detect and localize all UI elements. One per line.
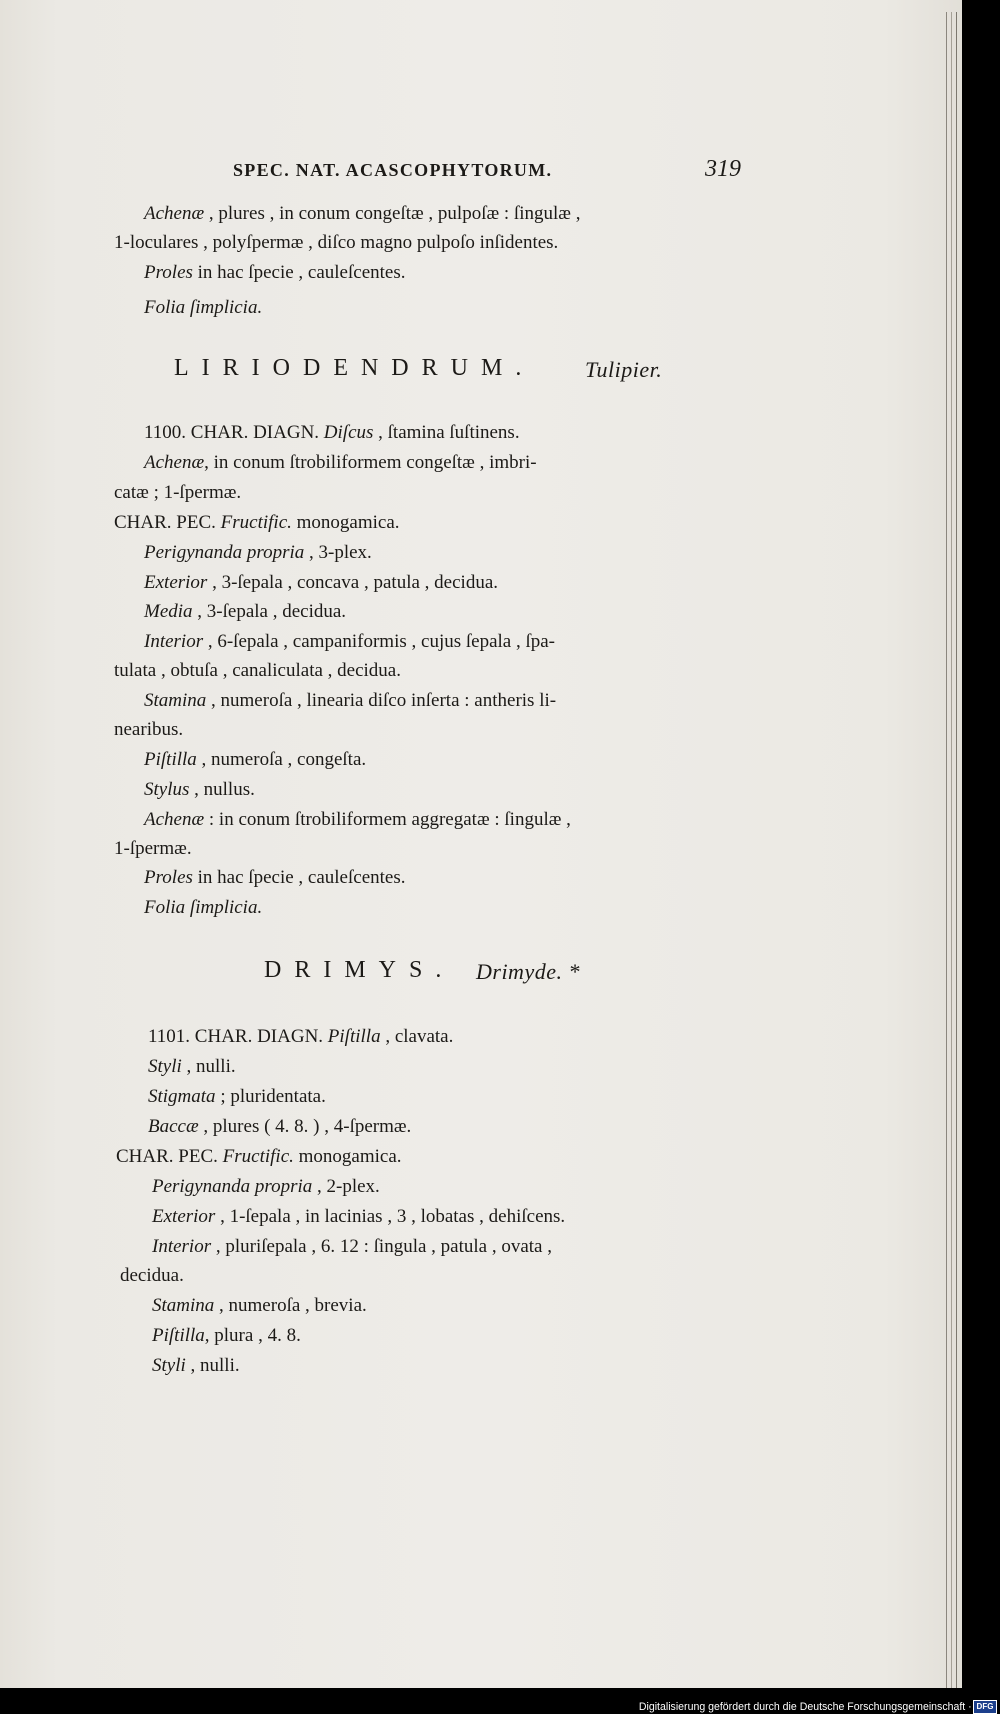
text-line: decidua.: [120, 1265, 184, 1286]
text-line: Piſtilla, plura , 4. 8.: [152, 1325, 301, 1346]
digitization-credit: Digitalisierung gefördert durch die Deutsche Forschungsgemeinschaft ·: [639, 1701, 972, 1713]
text-line: 1101. CHAR. DIAGN. Piſtilla , clavata.: [148, 1026, 454, 1047]
text-line: catæ ; 1-ſpermæ.: [114, 482, 242, 503]
text-line: Stigmata ; pluridentata.: [148, 1086, 326, 1107]
text-line: 1100. CHAR. DIAGN. Diſcus , ſtamina ſuſtinens.: [144, 422, 520, 443]
text-line: Exterior , 1-ſepala , in lacinias , 3 , lobatas , dehiſcens.: [152, 1206, 566, 1227]
text-line: Achenæ, in conum ſtrobiliformem congeſtæ , imbri-: [144, 452, 537, 473]
genus-french-name: Tulipier.: [585, 357, 663, 382]
text-line: Exterior , 3-ſepala , concava , patula , decidua.: [144, 572, 498, 593]
text-line: 1-loculares , polyſpermæ , diſco magno pulpoſo inſidentes.: [114, 232, 559, 253]
text-line: Achenæ : in conum ſtrobiliformem aggregatæ : ſingulæ ,: [144, 809, 571, 830]
text-line: Media , 3-ſepala , decidua.: [144, 601, 347, 622]
dfg-logo-icon: DFG: [973, 1700, 997, 1714]
page-number: 319: [705, 156, 741, 182]
text-line: Proles in hac ſpecie , cauleſcentes.: [144, 867, 406, 888]
text-line: CHAR. PEC. Fructific. monogamica.: [114, 512, 400, 533]
text-line: Proles in hac ſpecie , cauleſcentes.: [144, 262, 406, 283]
genus-heading: LIRIODENDRUM.: [174, 355, 535, 381]
text-line: Folia ſimplicia.: [144, 897, 263, 918]
text-line: Styli , nulli.: [148, 1056, 236, 1077]
text-line: CHAR. PEC. Fructific. monogamica.: [116, 1146, 402, 1167]
text-line: Stylus , nullus.: [144, 779, 255, 800]
text-line: Perigynanda propria , 3-plex.: [144, 542, 372, 563]
text-line: Stamina , numeroſa , linearia diſco inſerta : antheris li-: [144, 690, 557, 711]
text-line: Piſtilla , numeroſa , congeſta.: [144, 749, 367, 770]
text-line: Stamina , numeroſa , brevia.: [152, 1295, 367, 1316]
genus-french-name: Drimyde. *: [476, 959, 580, 984]
text-line: tulata , obtuſa , canaliculata , decidua.: [114, 660, 401, 681]
genus-heading: DRIMYS.: [264, 957, 455, 983]
text-line: 1-ſpermæ.: [114, 838, 192, 859]
text-line: Baccæ , plures ( 4. 8. ) , 4-ſpermæ.: [148, 1116, 412, 1137]
text-line: Interior , 6-ſepala , campaniformis , cujus ſepala , ſpa-: [144, 631, 556, 652]
text-line: Styli , nulli.: [152, 1355, 240, 1376]
running-head: SPEC. NAT. ACASCOPHYTORUM.: [233, 160, 553, 180]
text-line: Perigynanda propria , 2-plex.: [152, 1176, 380, 1197]
text-line: Folia ſimplicia.: [144, 297, 263, 318]
text-line: Interior , pluriſepala , 6. 12 : ſingula , patula , ovata ,: [152, 1236, 552, 1257]
text-line: Achenæ , plures , in conum congeſtæ , pulpoſæ : ſingulæ ,: [144, 203, 581, 224]
text-line: nearibus.: [114, 719, 184, 740]
